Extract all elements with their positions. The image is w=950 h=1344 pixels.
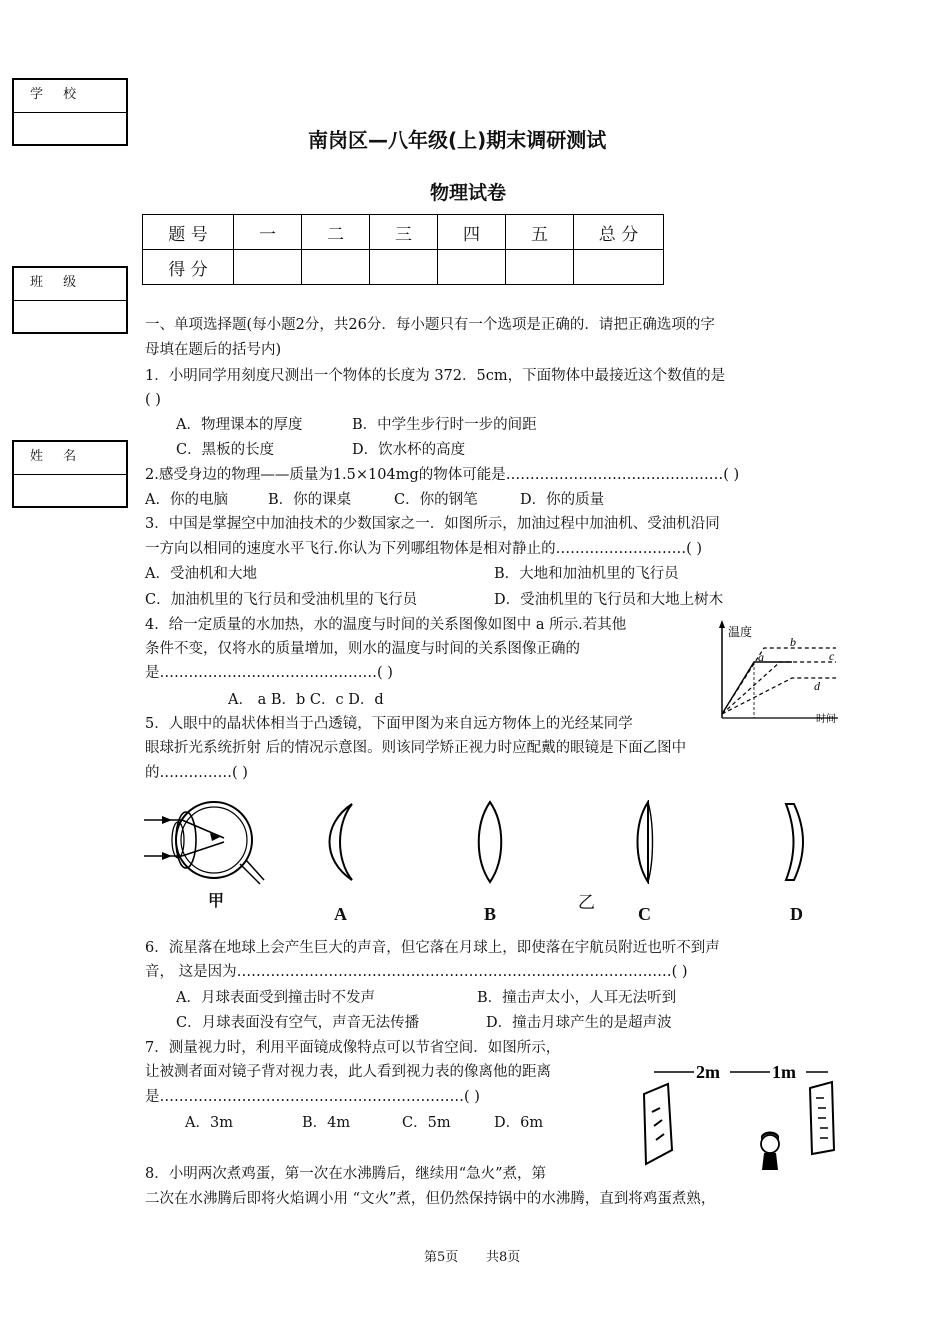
q6-line2: 音， 这是因为………………………………………………………………………………( ) — [145, 964, 688, 980]
score-cell: 总 分 — [574, 215, 664, 250]
name-label: 姓 名 — [14, 442, 126, 475]
vision-test-diagram — [638, 1054, 838, 1178]
q5-line3: 的……………( ) — [145, 765, 248, 781]
page-number: 第5页 — [424, 1250, 459, 1265]
q3-option-d: D．受油机里的飞行员和大地上树木 — [494, 592, 724, 608]
q2-line1: 2.感受身边的物理——质量为1.5×104mg的物体可能是………………………………………( ) — [145, 467, 740, 483]
lens-b — [475, 800, 505, 884]
q6-option-c: C．月球表面没有空气，声音无法传播 — [176, 1015, 420, 1031]
lens-label-d: D — [790, 904, 803, 924]
q4-options: A． a B．b C．c D．d — [228, 692, 384, 708]
curve-label-c: c — [829, 649, 835, 663]
q1-option-d: D．饮水杯的高度 — [352, 442, 466, 458]
page-subtitle: 物理试卷 — [430, 182, 507, 204]
q3-option-b: B．大地和加油机里的飞行员 — [494, 566, 679, 582]
q6-option-b: B．撞击声太小，人耳无法听到 — [477, 990, 677, 1006]
score-cell: 四 — [438, 215, 506, 250]
school-box — [12, 78, 128, 146]
lens-a — [320, 800, 360, 884]
q4-line2: 条件不变，仅将水的质量增加，则水的温度与时间的关系图像正确的 — [145, 641, 580, 657]
distance-label-1m: 1m — [772, 1062, 796, 1082]
name-box — [12, 440, 128, 508]
score-cell: 三 — [370, 215, 438, 250]
distance-label-2m: 2m — [696, 1062, 720, 1082]
page-total: 共8页 — [486, 1250, 521, 1265]
q5-line2: 眼球折光系统折射 后的情况示意图。则该同学矫正视力时应配戴的眼镜是下面乙图中 — [145, 740, 687, 756]
q6-option-a: A．月球表面受到撞击时不发声 — [176, 990, 375, 1006]
score-input-cell[interactable] — [438, 250, 506, 285]
score-input-cell[interactable] — [370, 250, 438, 285]
q2-option-d: D．你的质量 — [520, 492, 605, 508]
q3-line1: 3．中国是掌握空中加油技术的少数国家之一．如图所示，加油过程中加油机、受油机沿同 — [145, 516, 720, 532]
q2-option-b: B．你的课桌 — [268, 492, 352, 508]
class-label: 班 级 — [14, 268, 126, 301]
score-table-score-row — [143, 250, 664, 285]
q8-line2: 二次在水沸腾后即将火焰调小用 “文火”煮，但仍然保持锅中的水沸腾，直到将鸡蛋煮熟， — [145, 1191, 716, 1207]
score-table — [142, 214, 664, 285]
q3-option-c: C．加油机里的飞行员和受油机里的飞行员 — [145, 592, 418, 608]
section1-line1: 一、单项选择题(每小题2分，共26分．每小题只有一个选项是正确的．请把正确选项的字 — [145, 317, 715, 333]
q4-line3: 是………………………………………( ) — [145, 665, 393, 681]
q7-line1: 7．测量视力时，利用平面镜成像特点可以节省空间．如图所示， — [145, 1040, 561, 1056]
q7-option-c: C．5m — [402, 1115, 451, 1131]
q2-option-c: C．你的钢笔 — [394, 492, 478, 508]
score-row-label: 得 分 — [143, 250, 234, 285]
q6-line1: 6．流星落在地球上会产生巨大的声音，但它落在月球上，即使落在宇航员附近也听不到声 — [145, 940, 720, 956]
score-input-cell[interactable] — [574, 250, 664, 285]
school-label: 学 校 — [14, 80, 126, 113]
temperature-time-graph — [712, 618, 842, 730]
q7-line2: 让被测者面对镜子背对视力表，此人看到视力表的像离他的距离 — [145, 1064, 551, 1080]
q6-option-d: D．撞击月球产生的是超声波 — [486, 1015, 672, 1031]
curve-label-d: d — [814, 679, 820, 693]
figure-jia-label: 甲 — [208, 891, 225, 910]
q7-option-a: A．3m — [185, 1115, 233, 1131]
q8-line1: 8．小明两次煮鸡蛋，第一次在水沸腾后，继续用“急火”煮，第 — [145, 1166, 547, 1182]
page-title: 南岗区—八年级(上)期末调研测试 — [308, 128, 607, 152]
curve-label-b: b — [790, 635, 796, 649]
q1-option-a: A．物理课本的厚度 — [176, 417, 303, 433]
curve-label-a: a — [758, 650, 764, 664]
q1-option-c: C．黑板的长度 — [176, 442, 275, 458]
graph-ylabel: 温度 — [728, 625, 753, 639]
q1-line1: 1．小明同学用刻度尺测出一个物体的长度为 372．5cm，下面物体中最接近这个数值的是 — [145, 368, 726, 384]
class-box — [12, 266, 128, 334]
q7-option-b: B．4m — [302, 1115, 351, 1131]
eye-diagram — [142, 796, 266, 890]
lens-label-a: A — [334, 904, 347, 924]
q1-option-b: B．中学生步行时一步的间距 — [352, 417, 537, 433]
lens-c — [630, 800, 660, 884]
graph-xlabel: 时间 — [816, 714, 836, 725]
q3-option-a: A．受油机和大地 — [145, 566, 257, 582]
q3-line2: 一方向以相同的速度水平飞行.你认为下列哪组物体是相对静止的………………………( ) — [145, 541, 703, 557]
lens-label-b: B — [484, 904, 497, 924]
q1-line2: ( ) — [145, 392, 161, 408]
score-input-cell[interactable] — [234, 250, 302, 285]
q5-line1: 5．人眼中的晶状体相当于凸透镜，下面甲图为来自远方物体上的光经某同学 — [145, 716, 633, 732]
score-table-header-row — [143, 215, 664, 250]
score-cell: 题 号 — [143, 215, 234, 250]
score-input-cell[interactable] — [506, 250, 574, 285]
score-input-cell[interactable] — [302, 250, 370, 285]
q7-line3: 是………………………………………………………( ) — [145, 1089, 480, 1105]
score-cell: 二 — [302, 215, 370, 250]
lens-label-c: C — [638, 904, 651, 924]
section1-line2: 母填在题后的括号内) — [145, 342, 282, 358]
q4-line1: 4．给一定质量的水加热，水的温度与时间的关系图像如图中 a 所示.若其他 — [145, 617, 627, 633]
score-cell: 五 — [506, 215, 574, 250]
score-cell: 一 — [234, 215, 302, 250]
q2-option-a: A．你的电脑 — [145, 492, 228, 508]
lens-d — [780, 800, 810, 884]
figure-yi-label: 乙 — [578, 893, 595, 913]
q7-option-d: D．6m — [494, 1115, 544, 1131]
